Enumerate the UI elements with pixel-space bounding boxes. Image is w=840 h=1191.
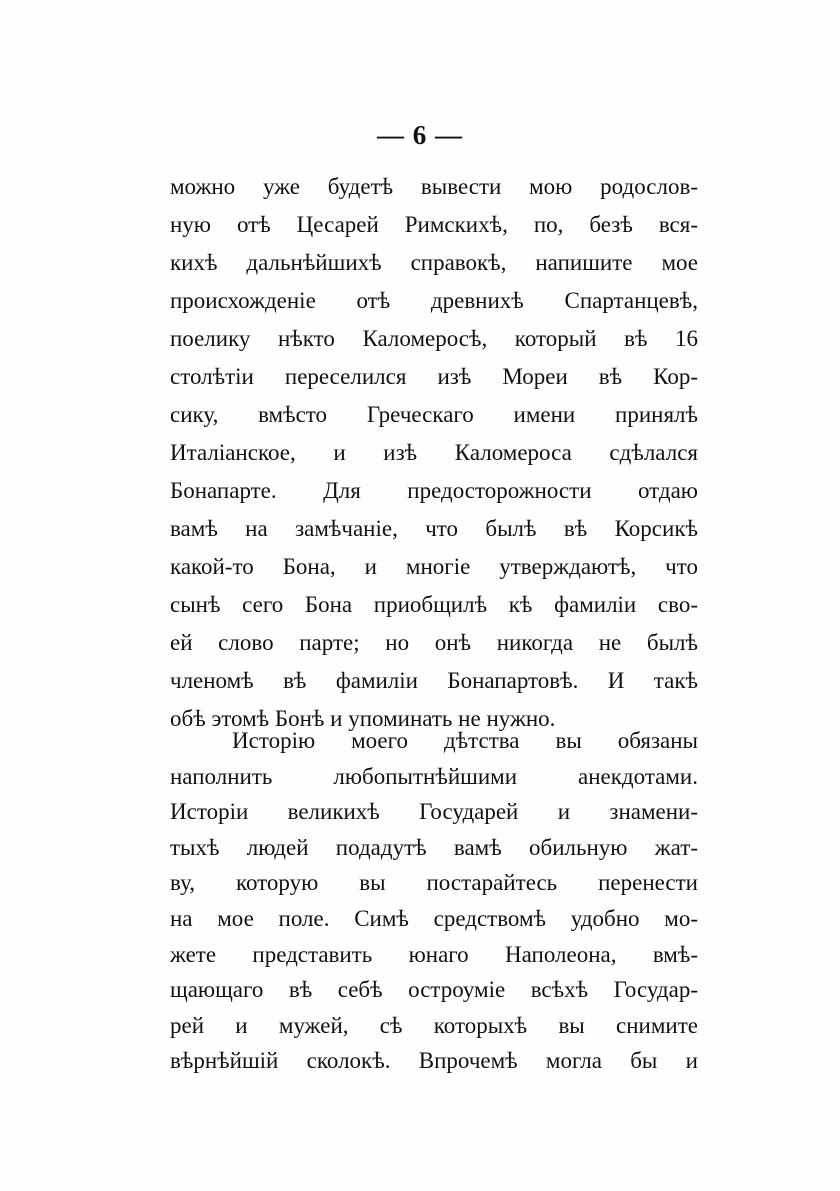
text-line: членомѣ вѣ фамиліи Бонапартовѣ. И такѣ: [170, 668, 698, 693]
text-line: какой-то Бона, и многіе утверждаютѣ, что: [170, 554, 698, 579]
text-line: Исторіи великихѣ Государей и знамени-: [170, 799, 698, 825]
text-line: поелику нѣкто Каломеросѣ, который вѣ 16: [170, 326, 698, 351]
text-line: Бонапарте. Для предосторожности отдаю: [170, 478, 698, 503]
text-line: ей слово парте; но онѣ никогда не былѣ: [170, 630, 698, 655]
text-line: ную отѣ Цесарей Римскихѣ, по, безѣ вся-: [170, 212, 698, 237]
text-line: Италіанское, и изѣ Каломероса сдѣлался: [170, 440, 698, 465]
text-line: происхожденіе отѣ древнихѣ Спартанцевѣ,: [170, 288, 698, 313]
text-line: сынѣ сего Бона приобщилѣ кѣ фамиліи сво-: [170, 592, 698, 617]
text-line: вамѣ на замѣчаніе, что былѣ вѣ Корсикѣ: [170, 516, 698, 541]
text-line: вѣрнѣйшій сколокѣ. Впрочемѣ могла бы и: [170, 1048, 698, 1074]
paragraph-2: [170, 723, 698, 1079]
text-line: столѣтіи переселился изѣ Мореи вѣ Кор-: [170, 364, 698, 389]
paragraph-1: [170, 168, 698, 738]
text-line: щающаго вѣ себѣ остроуміе всѣхѣ Государ-: [170, 977, 698, 1003]
text-line: жете представить юнаго Наполеона, вмѣ-: [170, 941, 698, 967]
text-line: рей и мужей, сѣ которыхѣ вы снимите: [170, 1012, 698, 1038]
text-line: на мое поле. Симѣ средствомѣ удобно мо-: [170, 905, 698, 931]
text-line: Исторію моего дѣтства вы обязаны: [232, 728, 698, 753]
text-line: кихѣ дальнѣйшихѣ справокѣ, напишите мое: [170, 250, 698, 275]
text-line: сику, вмѣсто Греческаго имени принялѣ: [170, 402, 698, 427]
text-line: ву, которую вы постарайтесь перенести: [170, 870, 698, 896]
page-number: — 6 —: [377, 120, 463, 150]
text-line: наполнить любопытнѣйшими анекдотами.: [170, 763, 698, 789]
text-line: тыхѣ людей подадутѣ вамѣ обильную жат-: [170, 834, 698, 860]
text-line: можно уже будетѣ вывести мою родослов-: [170, 174, 698, 199]
text-line: обѣ этомѣ Бонѣ и упоминать не нужно.: [170, 706, 556, 731]
